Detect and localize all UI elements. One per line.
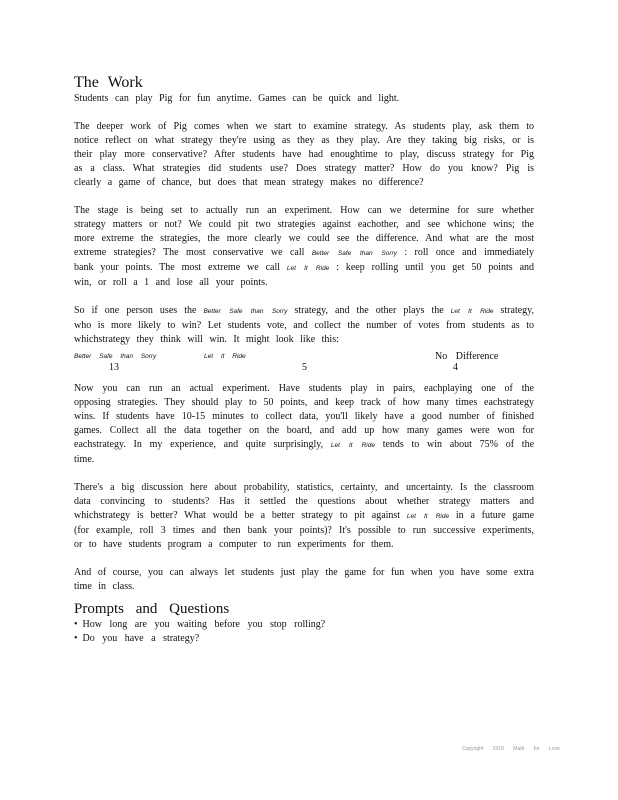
text-run: Now you can run an actual experiment. Have students play in pairs, eachplaying one of the opposing strategies. They should play to 50 points, and keep track of how many times eachstrategy wins. If students have 10-15 minutes to collect data, you'll likely have a good number of finished games. Collect all the data together on the board, and add up how many games were won for eachstrategy. In my experience, and quite surprisingly, <box>74 383 534 450</box>
text-run: The stage is being set to actually run an experiment. How can we determine for sure whether strategy matters or not? We could pit two strategies against eachother, and see whichone wins; the more extreme the strategies, the more clearly we could see the difference. And what are the most extreme strategies? The most conservative we call <box>74 205 534 258</box>
strategy-name: Let It Ride <box>330 442 375 449</box>
vote-label-ride: Let It Ride <box>204 353 246 360</box>
vote-tally <box>74 347 534 375</box>
strategy-name: Better Safe than Sorry <box>203 308 288 315</box>
copyright-notice: Copyright 2018 Math for Love <box>462 746 560 752</box>
text-run: in a future game (for example, roll 3 times and then bank your points)? It's possible to run successive experiments, or to have students program a computer to run experiments for them. <box>74 510 535 550</box>
paragraph-strategy: The deeper work of Pig comes when we start to examine strategy. As students play, ask them to notice reflect on what strategy they're using as they as they play. Are they taking big risks, or is their play more conservative? After students have had enoughtime to play, discuss strategy for Pig as a class. What strategies did students use? Does strategy matter? How do you know? Pig is clearly a game of chance, but does that mean strategy makes no difference? <box>74 121 534 188</box>
section-heading-the-work: The Work <box>74 74 143 91</box>
text-run: : keep rolling until you get 50 points and win, or roll a 1 and lose all your points. <box>74 262 535 288</box>
section-heading-prompts: Prompts and Questions <box>74 601 230 617</box>
document-page <box>74 74 534 646</box>
text-run: strategy, and the other plays the <box>294 305 444 316</box>
paragraph-discussion <box>74 481 534 552</box>
prompts-list <box>74 618 534 646</box>
paragraph-experiment <box>74 204 534 290</box>
paragraph-run-experiment <box>74 382 534 467</box>
vote-count-nodiff: 4 <box>453 362 458 373</box>
vote-label-safe: Better Safe than Sorry <box>74 353 157 360</box>
text-run: strategy, who is more likely to win? Let students vote, and collect the number of votes from students as to whichstrategy they think will win. It might look like this: <box>74 305 535 345</box>
paragraph-closing: And of course, you can always let students just play the game for fun when you have some extra time in class. <box>74 567 534 592</box>
paragraph-vote <box>74 304 534 347</box>
list-item: • Do you have a strategy? <box>74 632 534 646</box>
strategy-name: Let It Ride <box>450 308 494 315</box>
text-run: There's a big discussion here about probability, statistics, certainty, and uncertainty. Is the classroom data convincing to students? Has it settled the questions about whether strategy matters and whichstrategy is better? What would be a better strategy to pit against <box>74 482 534 521</box>
strategy-name: Let It Ride <box>286 265 330 272</box>
list-item: • How long are you waiting before you stop rolling? <box>74 618 534 632</box>
vote-count-ride: 5 <box>302 362 307 373</box>
text-run: So if one person uses the <box>74 305 197 316</box>
text-run: : roll once and immediately bank your points. The most extreme we call <box>74 247 535 273</box>
strategy-name: Better Safe than Sorry <box>311 250 397 257</box>
vote-count-safe: 13 <box>109 362 119 373</box>
strategy-name: Let It Ride <box>406 513 450 520</box>
vote-label-nodiff: No Difference <box>435 351 499 362</box>
paragraph-intro: Students can play Pig for fun anytime. Games can be quick and light. <box>74 93 400 104</box>
text-run: tends to win about 75% of the time. <box>74 439 535 465</box>
